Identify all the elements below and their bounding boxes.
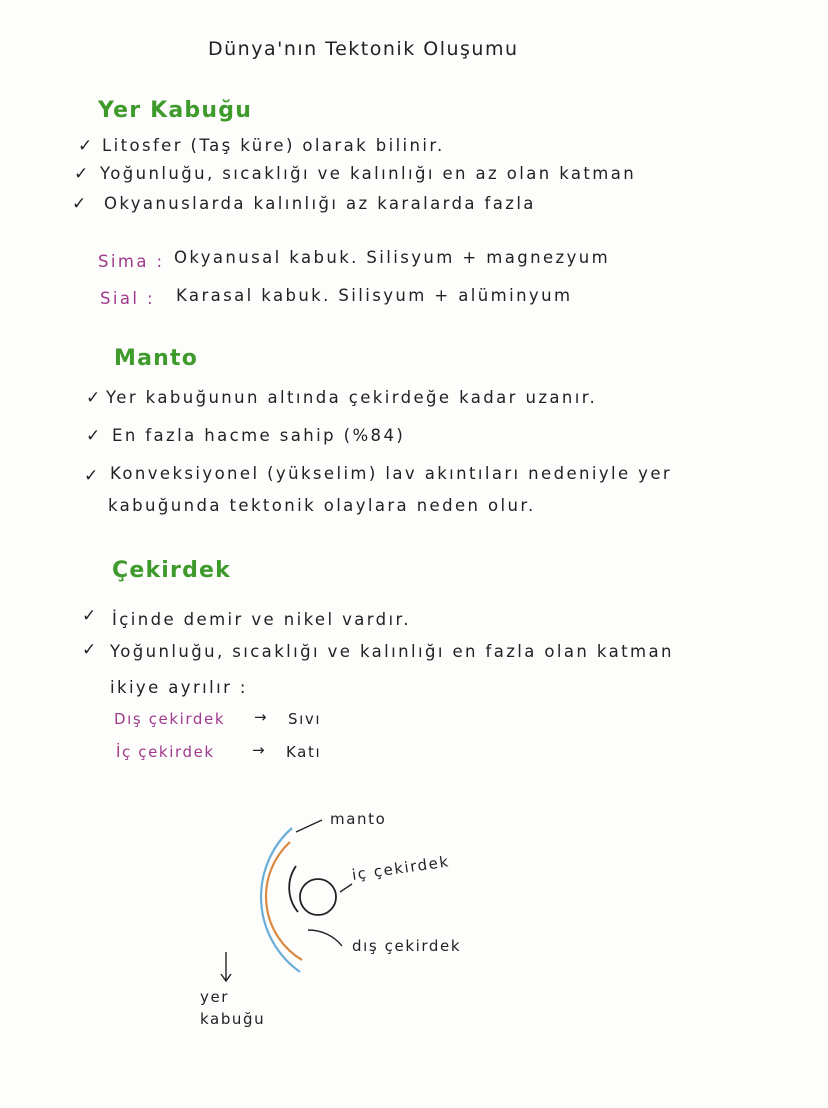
page-title: Dünya'nın Tektonik Oluşumu bbox=[208, 38, 519, 60]
mantle-pointer-line bbox=[296, 820, 322, 832]
arrow-right-icon: → bbox=[252, 741, 267, 759]
mantle-bullet-3-continued: kabuğunda tektonik olaylara neden olur. bbox=[108, 496, 536, 515]
diagram-label-crust-line1: yer bbox=[200, 988, 230, 1006]
outer-core-pointer-line bbox=[308, 930, 342, 946]
definition-text-sial: Karasal kabuk. Silisyum + alüminyum bbox=[176, 286, 573, 305]
crust-pointer-arrow bbox=[221, 952, 231, 981]
definition-term-sial: Sial : bbox=[100, 289, 155, 308]
check-icon: ✓ bbox=[74, 164, 89, 184]
inner-core-state: Katı bbox=[286, 743, 322, 761]
check-icon: ✓ bbox=[86, 426, 101, 446]
crust-bullet-2: Yoğunluğu, sıcaklığı ve kalınlığı en az olan katman bbox=[100, 164, 637, 183]
check-icon: ✓ bbox=[82, 640, 97, 660]
mantle-arc bbox=[266, 842, 302, 960]
inner-core-name: İç çekirdek bbox=[116, 743, 215, 761]
diagram-label-inner-core: iç çekirdek bbox=[350, 852, 451, 884]
crust-heading: Yer Kabuğu bbox=[98, 98, 253, 123]
diagram-label-crust-line2: kabuğu bbox=[200, 1010, 266, 1028]
arrow-right-icon: → bbox=[254, 708, 269, 726]
outer-core-arc bbox=[289, 866, 298, 912]
diagram-label-mantle: manto bbox=[330, 810, 387, 828]
core-bullet-1: İçinde demir ve nikel vardır. bbox=[112, 610, 411, 629]
mantle-bullet-1: Yer kabuğunun altında çekirdeğe kadar uzanır. bbox=[106, 388, 598, 407]
crust-bullet-3: Okyanuslarda kalınlığı az karalarda fazla bbox=[104, 194, 536, 213]
check-icon: ✓ bbox=[82, 606, 97, 626]
check-icon: ✓ bbox=[84, 466, 99, 486]
inner-core-circle bbox=[300, 879, 336, 915]
mantle-bullet-2: En fazla hacme sahip (%84) bbox=[112, 426, 406, 445]
check-icon: ✓ bbox=[78, 136, 93, 156]
crust-bullet-1: Litosfer (Taş küre) olarak bilinir. bbox=[102, 136, 445, 155]
core-bullet-2: Yoğunluğu, sıcaklığı ve kalınlığı en fazla olan katman bbox=[110, 642, 674, 661]
diagram-label-outer-core: dış çekirdek bbox=[352, 937, 462, 955]
core-heading: Çekirdek bbox=[112, 558, 231, 583]
definition-term-sima: Sima : bbox=[98, 252, 165, 271]
mantle-heading: Manto bbox=[114, 346, 199, 371]
definition-text-sima: Okyanusal kabuk. Silisyum + magnezyum bbox=[174, 248, 611, 267]
inner-core-pointer-line bbox=[340, 884, 352, 892]
check-icon: ✓ bbox=[86, 388, 101, 408]
core-bullet-3: ikiye ayrılır : bbox=[110, 678, 248, 697]
check-icon: ✓ bbox=[72, 194, 87, 214]
mantle-bullet-3: Konveksiyonel (yükselim) lav akıntıları nedeniyle yer bbox=[110, 464, 673, 483]
outer-core-name: Dış çekirdek bbox=[114, 710, 226, 728]
outer-core-state: Sıvı bbox=[288, 710, 322, 728]
